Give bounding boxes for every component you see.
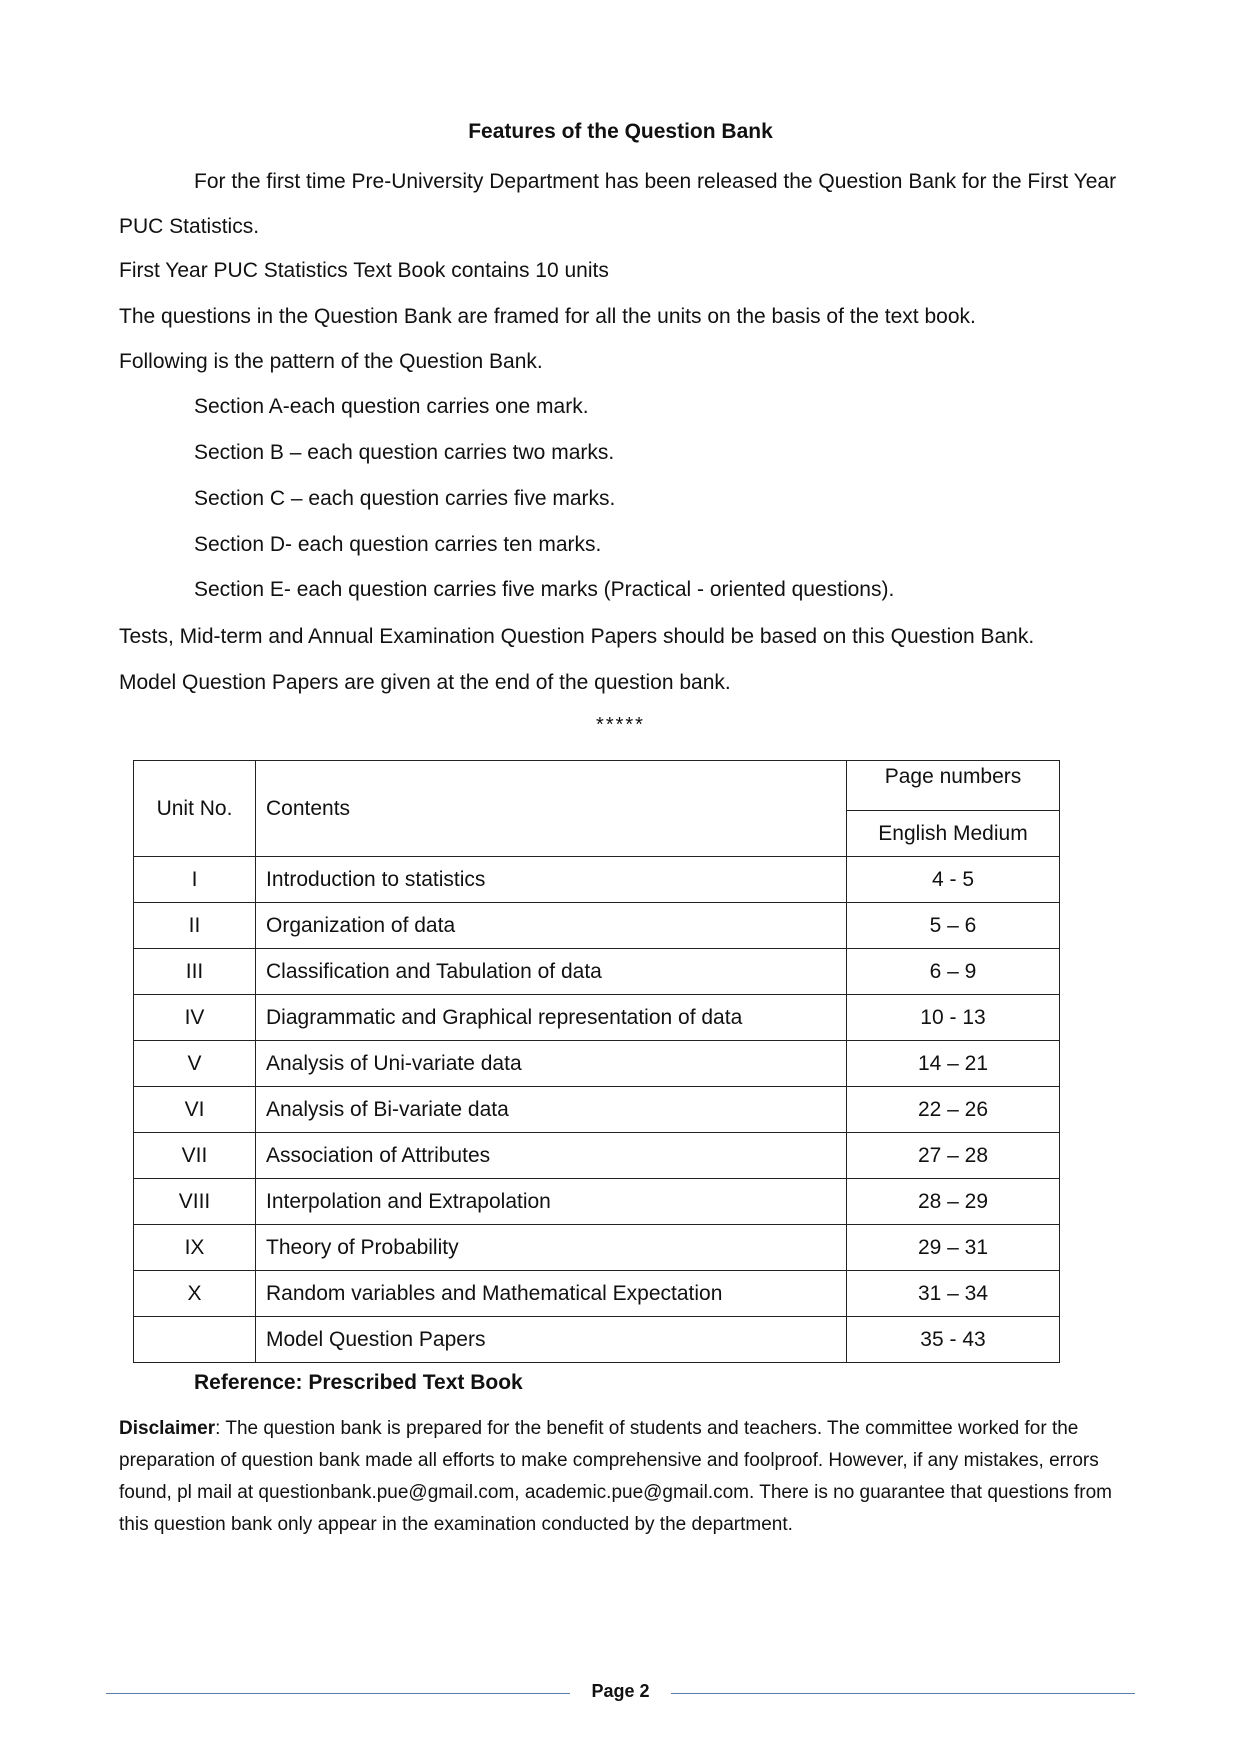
section-b-line: Section B – each question carries two marks.	[194, 441, 615, 464]
units-table	[133, 760, 1060, 1363]
disclaimer-label: Disclaimer	[119, 1418, 216, 1439]
table-row	[134, 1133, 1060, 1179]
cell-contents: Model Question Papers	[256, 1317, 847, 1363]
cell-page-range: 14 – 21	[847, 1041, 1060, 1087]
table-row	[134, 1041, 1060, 1087]
table-row	[134, 1317, 1060, 1363]
section-e-line: Section E- each question carries five marks (Practical - oriented questions).	[194, 578, 895, 601]
cell-page-range: 27 – 28	[847, 1133, 1060, 1179]
cell-unit-no: III	[134, 949, 256, 995]
cell-unit-no: IV	[134, 995, 256, 1041]
disclaimer	[119, 1413, 1129, 1541]
cell-contents: Analysis of Uni-variate data	[256, 1041, 847, 1087]
closing-line-1: Tests, Mid-term and Annual Examination Question Papers should be based on this Question Bank.	[119, 625, 1035, 648]
disclaimer-text: : The question bank is prepared for the benefit of students and teachers. The committee worked for the preparation of question bank made all efforts to make comprehensive and foolproof. However, if any mistakes, errors found, pl mail at questionbank.pue@gmail.com, academic.pue@gmail.com. There is no guarantee that questions from this question bank only appear in the examination conducted by the department.	[119, 1418, 1112, 1535]
cell-contents: Theory of Probability	[256, 1225, 847, 1271]
cell-unit-no: I	[134, 857, 256, 903]
table-row	[134, 1179, 1060, 1225]
separator-stars: *****	[596, 714, 645, 736]
page-number: Page 2	[591, 1681, 650, 1701]
cell-contents: Random variables and Mathematical Expectation	[256, 1271, 847, 1317]
cell-page-range: 31 – 34	[847, 1271, 1060, 1317]
cell-contents: Classification and Tabulation of data	[256, 949, 847, 995]
table-row	[134, 949, 1060, 995]
intro-paragraph: For the first time Pre-University Department has been released the Question Bank for the First Year PUC Statistics.	[119, 170, 1117, 238]
cell-page-range: 4 - 5	[847, 857, 1060, 903]
section-d-line: Section D- each question carries ten marks.	[194, 533, 602, 556]
cell-unit-no	[134, 1317, 256, 1363]
cell-page-range: 5 – 6	[847, 903, 1060, 949]
section-a-line: Section A-each question carries one mark.	[194, 395, 589, 418]
cell-contents: Diagrammatic and Graphical representation of data	[256, 995, 847, 1041]
closing-line-2: Model Question Papers are given at the end of the question bank.	[119, 671, 731, 694]
table-header-row	[134, 761, 1060, 811]
cell-page-range: 29 – 31	[847, 1225, 1060, 1271]
table-row	[134, 857, 1060, 903]
cell-page-range: 28 – 29	[847, 1179, 1060, 1225]
reference-note: Reference: Prescribed Text Book	[194, 1371, 523, 1394]
header-english-medium: English Medium	[847, 811, 1060, 857]
body-line-1: First Year PUC Statistics Text Book contains 10 units	[119, 259, 609, 282]
cell-contents: Interpolation and Extrapolation	[256, 1179, 847, 1225]
cell-unit-no: VIII	[134, 1179, 256, 1225]
cell-unit-no: IX	[134, 1225, 256, 1271]
cell-page-range: 10 - 13	[847, 995, 1060, 1041]
cell-unit-no: VII	[134, 1133, 256, 1179]
cell-unit-no: X	[134, 1271, 256, 1317]
header-unit-no: Unit No.	[134, 761, 256, 857]
header-contents: Contents	[256, 761, 847, 857]
table-row	[134, 1271, 1060, 1317]
cell-unit-no: V	[134, 1041, 256, 1087]
cell-contents: Organization of data	[256, 903, 847, 949]
table-row	[134, 903, 1060, 949]
page-title: Features of the Question Bank	[468, 120, 773, 143]
section-c-line: Section C – each question carries five marks.	[194, 487, 616, 510]
table-row	[134, 1087, 1060, 1133]
body-line-3: Following is the pattern of the Question Bank.	[119, 350, 543, 373]
cell-contents: Introduction to statistics	[256, 857, 847, 903]
cell-contents: Analysis of Bi-variate data	[256, 1087, 847, 1133]
cell-page-range: 6 – 9	[847, 949, 1060, 995]
body-line-2: The questions in the Question Bank are framed for all the units on the basis of the text book.	[119, 305, 976, 328]
cell-unit-no: VI	[134, 1087, 256, 1133]
cell-unit-no: II	[134, 903, 256, 949]
cell-contents: Association of Attributes	[256, 1133, 847, 1179]
cell-page-range: 35 - 43	[847, 1317, 1060, 1363]
table-row	[134, 1225, 1060, 1271]
table-row	[134, 995, 1060, 1041]
cell-page-range: 22 – 26	[847, 1087, 1060, 1133]
header-page-numbers: Page numbers	[847, 761, 1060, 811]
